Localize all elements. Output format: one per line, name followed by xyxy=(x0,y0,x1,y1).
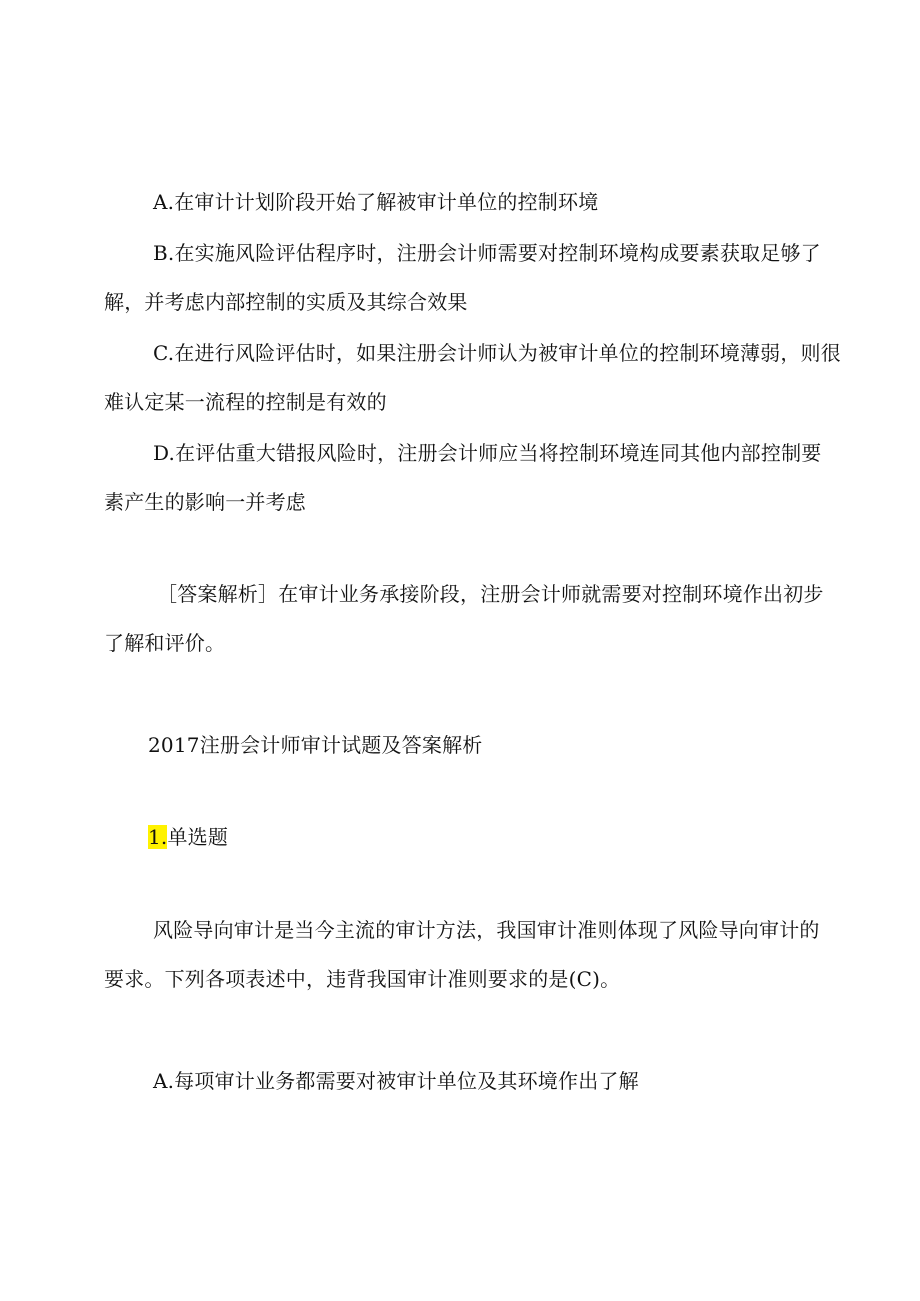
question-option-a: A.每项审计业务都需要对被审计单位及其环境作出了解 xyxy=(153,1069,639,1093)
option-a-text: A.在审计计划阶段开始了解被审计单位的控制环境 xyxy=(153,190,599,214)
question-stem-line1: 风险导向审计是当今主流的审计方法，我国审计准则体现了风险导向审计的 xyxy=(153,918,820,942)
option-b-text-line2: 解，并考虑内部控制的实质及其综合效果 xyxy=(104,290,468,314)
option-d-text-line1: D.在评估重大错报风险时，注册会计师应当将控制环境连同其他内部控制要 xyxy=(153,441,822,465)
question-stem-line2: 要求。下列各项表述中，违背我国审计准则要求的是(C)。 xyxy=(104,967,621,991)
option-c-text-line1: C.在进行风险评估时，如果注册会计师认为被审计单位的控制环境薄弱，则很 xyxy=(153,341,841,365)
section-title: 2017注册会计师审计试题及答案解析 xyxy=(148,733,483,757)
option-b-text-line1: B.在实施风险评估程序时，注册会计师需要对控制环境构成要素获取足够了 xyxy=(153,241,821,265)
option-c-text-line2: 难认定某一流程的控制是有效的 xyxy=(104,390,387,414)
answer-analysis-line2: 了解和评价。 xyxy=(104,631,226,655)
question-heading xyxy=(148,824,228,850)
option-d-text-line2: 素产生的影响一并考虑 xyxy=(104,490,306,514)
question-number: 1. xyxy=(148,825,168,849)
answer-analysis-line1: ［答案解析］在审计业务承接阶段，注册会计师就需要对控制环境作出初步 xyxy=(157,582,824,606)
question-type: 单选题 xyxy=(167,825,229,849)
